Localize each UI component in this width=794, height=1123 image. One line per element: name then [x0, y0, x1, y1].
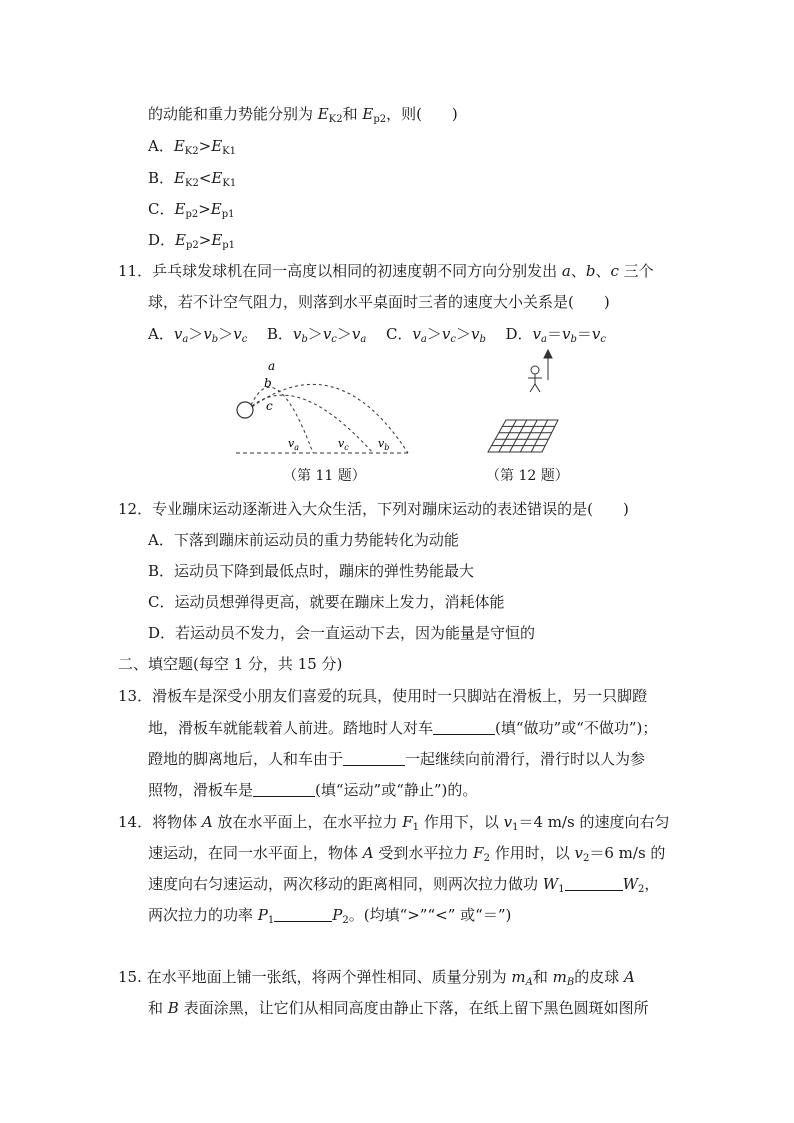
ball-launcher — [237, 402, 253, 418]
q12-option-c: C．运动员想弹得更高，就要在蹦床上发力，消耗体能 — [148, 593, 505, 611]
q14-blank-1[interactable] — [565, 876, 623, 891]
q11-options — [148, 324, 606, 344]
q13-blank-2[interactable] — [343, 751, 405, 766]
q10-option-a: A．$E_{K2}>E_{K1}$ — [148, 137, 237, 157]
q10-stem-tail: 的动能和重力势能分别为 $E_{K2}$和 $E_{p2}$，则( ) — [148, 105, 458, 125]
q12-option-d: D．若运动员不发力，会一直运动下去，因为能量是守恒的 — [148, 624, 536, 642]
q11-option-c: C．$v_a>v_c>v_b$ — [385, 325, 486, 345]
q13-line3: 蹬地的脚离地后，人和车由于 一起继续向前滑行，滑行时以人为参 — [148, 750, 646, 768]
q11-option-a: A．$v_a>v_b>v_c$ — [148, 325, 248, 345]
q11-stem-line2: 球，若不计空气阻力，则落到水平桌面时三者的速度大小关系是( ) — [148, 293, 610, 311]
q14-line4: 两次拉力的功率 $P_1$ $P_2$。(均填“>”“<” 或“＝”) — [148, 906, 512, 926]
q15-line2: 和 B 表面涂黑，让它们从相同高度由静止下落，在纸上留下黑色圆斑如图所 — [148, 999, 649, 1017]
q12-stem: 12．专业蹦床运动逐渐进入大众生活，下列对蹦床运动的表述错误的是( ) — [118, 500, 629, 518]
trampoline-grid — [488, 420, 558, 452]
q11-option-b: B．$v_b>v_c>v_a$ — [266, 325, 367, 345]
label-vc: $v_c$ — [338, 437, 349, 452]
q10-option-c: C．$E_{p2}>E_{p1}$ — [148, 200, 235, 220]
q11-figure-caption: （第 11 题） — [283, 468, 366, 484]
q11-figure — [228, 355, 418, 460]
q13-blank-1[interactable] — [433, 720, 495, 735]
q11-stem-line1: 11．乒乓球发球机在同一高度以相同的初速度朝不同方向分别发出 a、b、c 三个 — [118, 262, 654, 280]
q13-line2: 地，滑板车就能载着人前进。踏地时人对车 (填“做功”或“不做功”)； — [148, 719, 658, 737]
section-title: 二、填空题(每空 1 分，共 15 分) — [118, 655, 343, 673]
label-vb: $v_b$ — [378, 437, 390, 452]
q12-option-a: A．下落到蹦床前运动员的重力势能转化为动能 — [148, 531, 459, 549]
q13-line1: 13．滑板车是深受小朋友们喜爱的玩具，使用时一只脚站在滑板上，另一只脚蹬 — [118, 687, 648, 705]
q15-line1: 15. 在水平地面上铺一张纸，将两个弹性相同、质量分别为 $m_A$和 $m_B$的皮球 A — [118, 968, 635, 988]
q12-figure — [480, 348, 570, 458]
q12-option-b: B．运动员下降到最低点时，蹦床的弹性势能最大 — [148, 562, 475, 580]
trajectory-a — [251, 387, 313, 453]
q14-blank-2[interactable] — [274, 907, 332, 922]
q13-blank-3[interactable] — [253, 782, 315, 797]
q10-option-b: B．$E_{K2}<E_{K1}$ — [148, 169, 237, 189]
q14-line1: 14．将物体 A 放在水平面上，在水平拉力 $F_1$ 作用下，以 $v_1=4$ m/s 的速度向右匀 — [118, 813, 670, 833]
label-b: b — [264, 376, 272, 390]
label-c: c — [266, 399, 273, 413]
q11-option-d: D．$v_a=v_b=v_c$ — [505, 325, 606, 345]
q14-line2: 速运动，在同一水平面上，物体 A 受到水平拉力 $F_2$ 作用时，以 $v_2=6$ m/s 的 — [148, 844, 666, 864]
q12-figure-caption: （第 12 题） — [486, 468, 569, 484]
up-arrow-icon — [544, 350, 552, 380]
q10-option-d: D．$E_{p2}>E_{p1}$ — [148, 231, 236, 251]
person-icon — [528, 366, 542, 392]
q13-line4: 照物，滑板车是 (填“运动”或“静止”)的。 — [148, 781, 478, 799]
label-va: $v_a$ — [288, 437, 299, 452]
q14-line3: 速度向右匀速运动，两次移动的距离相同，则两次拉力做功 $W_1$ $W_2$， — [148, 875, 660, 895]
label-a: a — [268, 359, 276, 373]
